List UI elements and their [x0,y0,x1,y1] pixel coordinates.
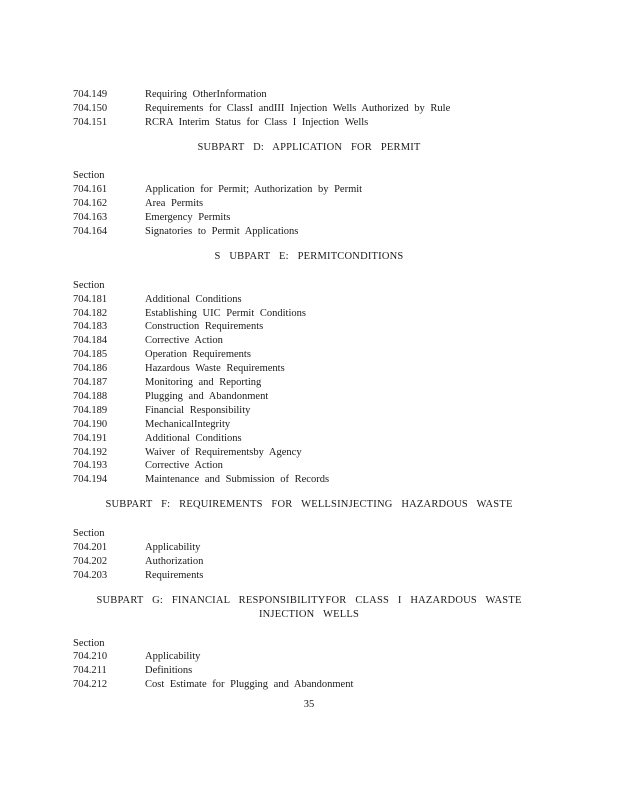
section-title: Applicability [145,542,201,553]
section-number: 704.185 [73,349,108,360]
subpart-g-heading-line-2: INJECTION WELLS [258,609,360,620]
section-number: 704.201 [73,542,108,553]
subpart-g-heading: SUBPART G: FINANCIAL RESPONSIBILITYFOR CLASS I HAZARDOUS WASTE [96,595,522,606]
section-title: Applicability [145,651,201,662]
section-number: 704.210 [73,651,108,662]
section-label: Section [73,170,105,181]
section-number: 704.203 [73,570,108,581]
section-title: Application for Permit; Authorization by Permit [145,184,363,195]
section-title: Monitoring and Reporting [145,377,262,388]
page-number: 35 [303,699,315,710]
section-title: MechanicalIntegrity [145,419,231,430]
section-number: 704.212 [73,679,108,690]
section-title: Financial Responsibility [145,405,251,416]
section-number: 704.192 [73,447,108,458]
subpart-f-heading: SUBPART F: REQUIREMENTS FOR WELLSINJECTING HAZARDOUS WASTE [105,499,513,510]
section-title: Authorization [145,556,204,567]
section-number: 704.187 [73,377,108,388]
section-title: Additional Conditions [145,433,242,444]
section-number: 704.193 [73,460,108,471]
subpart-d-heading: SUBPART D: APPLICATION FOR PERMIT [197,142,421,153]
section-title: Corrective Action [145,460,223,471]
section-title: Requirements [145,570,204,581]
section-number: 704.194 [73,474,108,485]
section-number: 704.150 [73,103,108,114]
section-title: Area Permits [145,198,204,209]
section-title: Additional Conditions [145,294,242,305]
section-number: 704.149 [73,89,108,100]
section-number: 704.202 [73,556,108,567]
section-number: 704.161 [73,184,108,195]
section-number: 704.183 [73,321,108,332]
section-title: Requirements for ClassI andIII Injection Wells Authorized by Rule [145,103,451,114]
section-number: 704.151 [73,117,108,128]
section-number: 704.189 [73,405,108,416]
section-number: 704.163 [73,212,108,223]
section-number: 704.162 [73,198,108,209]
section-number: 704.164 [73,226,108,237]
section-title: Operation Requirements [145,349,251,360]
section-title: Establishing UIC Permit Conditions [145,308,306,319]
section-title: Hazardous Waste Requirements [145,363,285,374]
section-number: 704.184 [73,335,108,346]
section-title: Construction Requirements [145,321,264,332]
section-number: 704.188 [73,391,108,402]
section-label: Section [73,280,105,291]
section-number: 704.182 [73,308,108,319]
section-title: Requiring OtherInformation [145,89,267,100]
section-title: Definitions [145,665,193,676]
section-title: Corrective Action [145,335,223,346]
section-title: Signatories to Permit Applications [145,226,299,237]
section-title: Emergency Permits [145,212,231,223]
section-number: 704.181 [73,294,108,305]
section-number: 704.190 [73,419,108,430]
section-number: 704.186 [73,363,108,374]
section-number: 704.191 [73,433,108,444]
subpart-e-heading: S UBPART E: PERMITCONDITIONS [214,251,404,262]
section-label: Section [73,638,105,649]
section-title: Maintenance and Submission of Records [145,474,330,485]
section-title: Cost Estimate for Plugging and Abandonment [145,679,354,690]
section-number: 704.211 [73,665,107,676]
section-title: Waiver of Requirementsby Agency [145,447,302,458]
section-title: RCRA Interim Status for Class I Injection Wells [145,117,369,128]
section-label: Section [73,528,105,539]
section-title: Plugging and Abandonment [145,391,269,402]
